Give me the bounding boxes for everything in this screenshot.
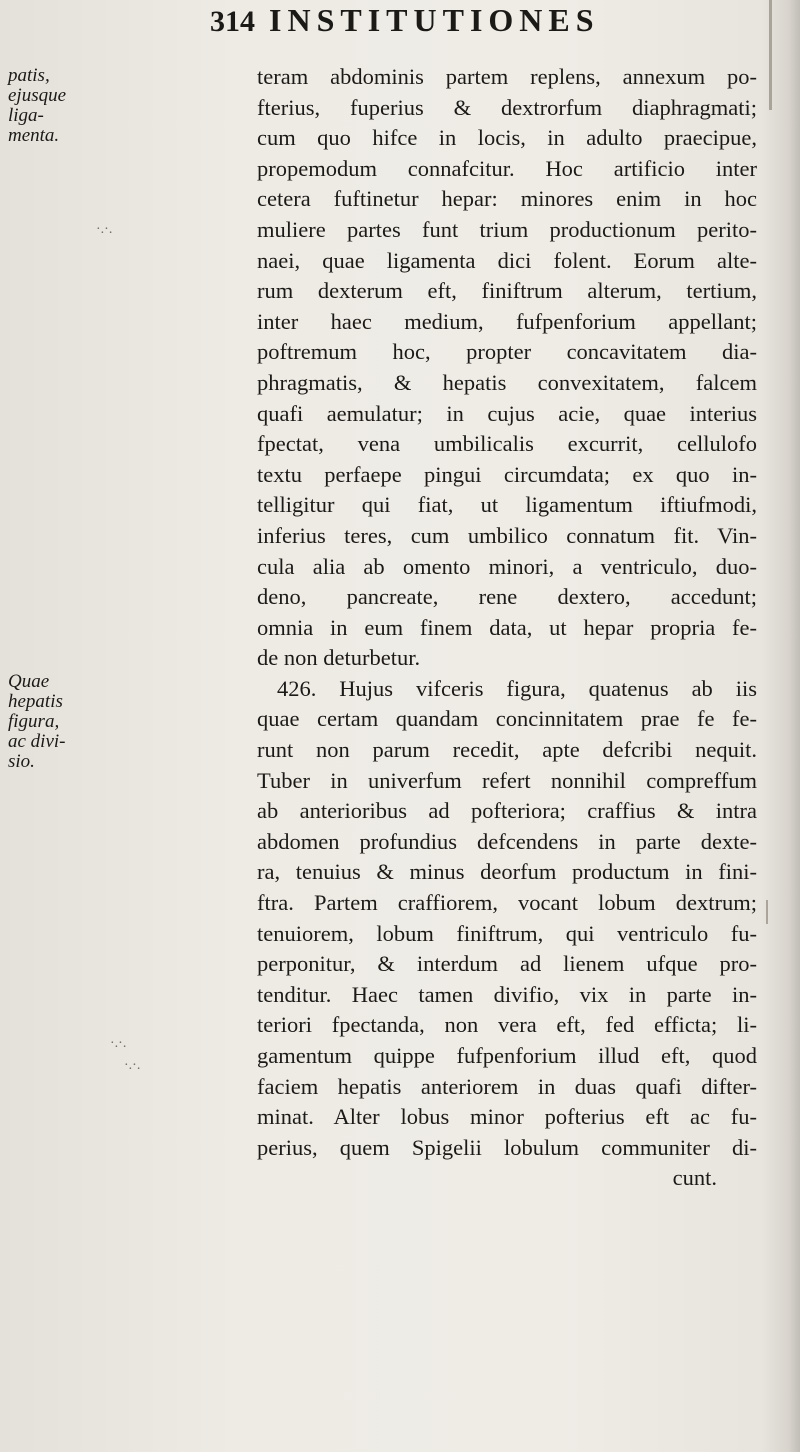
text-line: fpectat, vena umbilicalis excurrit, cellulofo	[257, 431, 757, 457]
page-number: 314	[210, 5, 255, 38]
text-line: faciem hepatis anteriorem in duas quafi difter-	[257, 1073, 757, 1099]
margin-note-line: menta.	[8, 125, 60, 146]
margin-note-liver-shape	[8, 672, 90, 772]
running-title: INSTITUTIONES	[269, 2, 600, 38]
text-line: inter haec medium, fufpenforium appellant;	[257, 308, 757, 334]
page-edge-shadow	[762, 0, 800, 1452]
text-line: rum dexterum eft, finiftrum alterum, tertium,	[257, 278, 757, 304]
text-line: ab anterioribus ad pofteriora; craffius & intra	[257, 798, 757, 824]
text-line: runt non parum recedit, apte defcribi nequit.	[257, 737, 757, 763]
ink-speck: ·.·.	[124, 1058, 141, 1073]
margin-note-liver-ligaments	[8, 66, 90, 146]
text-line: cetera fuftinetur hepar: minores enim in hoc	[257, 186, 757, 212]
ink-speck: ·.·.	[96, 222, 113, 237]
margin-note-line: ac divi-	[8, 731, 66, 752]
catchword: cunt.	[672, 1165, 717, 1191]
text-line: muliere partes funt trium productionum perito-	[257, 216, 757, 242]
text-line: ra, tenuius & minus deorfum productum in fini-	[257, 859, 757, 885]
body-text	[257, 62, 757, 1194]
text-line: phragmatis, & hepatis convexitatem, falcem	[257, 369, 757, 395]
margin-note-line: patis,	[8, 65, 50, 86]
margin-note-line: sio.	[8, 751, 35, 772]
text-line: tenditur. Haec tamen divifio, vix in parte in-	[257, 981, 757, 1007]
paragraph-start-426: 426. Hujus vifceris figura, quatenus ab iis	[277, 675, 757, 701]
text-line: abdomen profundius defcendens in parte dexte-	[257, 828, 757, 854]
edge-mark	[766, 900, 768, 924]
text-line: de non deturbetur.	[257, 645, 421, 671]
text-line: gamentum quippe fufpenforium illud eft, quod	[257, 1043, 757, 1068]
text-line: Tuber in univerfum refert nonnihil compreffum	[257, 767, 757, 793]
running-header	[210, 2, 750, 39]
text-line: naei, quae ligamenta dici folent. Eorum alte-	[257, 247, 757, 273]
margin-note-line: Quae	[8, 671, 50, 692]
text-line: deno, pancreate, rene dextero, accedunt;	[257, 584, 757, 610]
margin-note-line: ejusque	[8, 85, 67, 106]
text-line: teriori fpectanda, non vera eft, fed efficta; li-	[257, 1012, 757, 1038]
text-line: ftra. Partem craffiorem, vocant lobum dextrum;	[257, 890, 757, 916]
margin-note-line: liga-	[8, 105, 44, 126]
text-line: teram abdominis partem replens, annexum po-	[257, 64, 757, 89]
text-line: fterius, fuperius & dextrorfum diaphragmati;	[257, 94, 757, 120]
text-line: perponitur, & interdum ad lienem ufque pro-	[257, 951, 757, 977]
text-line: quae certam quandam concinnitatem prae fe fe-	[257, 706, 757, 732]
margin-note-line: figura,	[8, 711, 60, 732]
text-line: tenuiorem, lobum finiftrum, qui ventriculo fu-	[257, 920, 757, 946]
text-line: quafi aemulatur; in cujus acie, quae interius	[257, 400, 757, 426]
text-line: cula alia ab omento minori, a ventriculo, duo-	[257, 553, 757, 579]
ink-speck: ·.·.	[110, 1036, 127, 1051]
text-line: perius, quem Spigelii lobulum communiter di-	[257, 1134, 757, 1160]
text-line: poftremum hoc, propter concavitatem dia-	[257, 339, 757, 365]
text-line: textu perfaepe pingui circumdata; ex quo in-	[257, 461, 757, 487]
text-line: inferius teres, cum umbilico connatum fit. Vin-	[257, 522, 757, 548]
margin-note-line: hepatis	[8, 691, 63, 712]
text-line: minat. Alter lobus minor pofterius eft ac fu-	[257, 1104, 757, 1130]
text-line: cum quo hifce in locis, in adulto praecipue,	[257, 125, 757, 151]
text-line: omnia in eum finem data, ut hepar propria fe-	[257, 614, 757, 640]
edge-mark	[769, 0, 772, 110]
text-line: propemodum connafcitur. Hoc artificio inter	[257, 155, 757, 181]
text-line: telligitur qui fiat, ut ligamentum iftiufmodi,	[257, 492, 757, 518]
